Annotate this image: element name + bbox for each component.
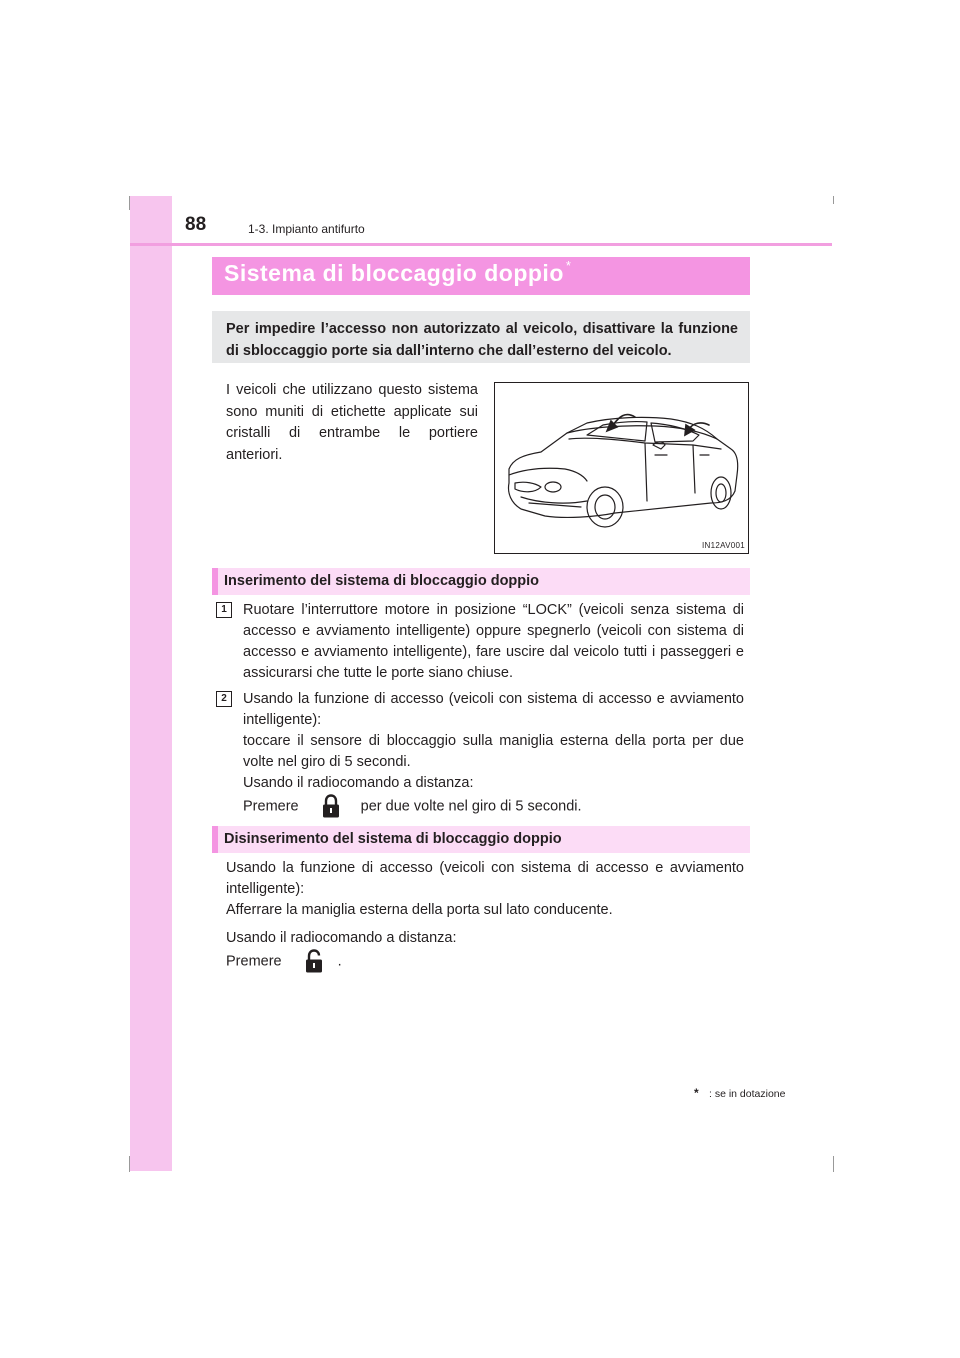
page-title-text: Sistema di bloccaggio doppio bbox=[224, 260, 564, 286]
optional-marker: * bbox=[565, 258, 572, 273]
crop-mark bbox=[833, 1156, 834, 1172]
footnote-text: : se in dotazione bbox=[709, 1088, 786, 1100]
press-suffix: . bbox=[337, 953, 342, 970]
step-2-line-2: toccare il sensore di bloccaggio sulla maniglia esterna della porta per due volte nel giro di 5 secondi. bbox=[243, 733, 744, 770]
deactivation-heading: Disinserimento del sistema di bloccaggio doppio bbox=[224, 831, 562, 847]
header-divider bbox=[130, 243, 832, 246]
press-label: Premere bbox=[243, 798, 299, 815]
unlock-icon bbox=[304, 949, 324, 974]
car-illustration bbox=[494, 382, 749, 554]
subheading-accent bbox=[212, 568, 218, 595]
press-suffix: per due volte nel giro di 5 secondi. bbox=[360, 798, 582, 815]
deactivation-line-3: Usando il radiocomando a distanza: bbox=[226, 930, 457, 946]
crop-mark bbox=[129, 196, 130, 210]
step-2-line-3: Usando il radiocomando a distanza: bbox=[243, 775, 474, 791]
figure-code: IN12AV001 bbox=[702, 541, 746, 550]
step-2-line-1: Usando la funzione di accesso (veicoli con sistema di accesso e avviamento intelligente): bbox=[243, 691, 744, 728]
page-number: 88 bbox=[185, 214, 207, 235]
deactivation-text bbox=[226, 858, 744, 974]
intro-text: Per impedire l’accesso non autorizzato al veicolo, disattivare la funzione di sbloccaggio porte sia dall’interno che dall’esterno del veicolo. bbox=[226, 321, 738, 359]
description-text: I veicoli che utilizzano questo sistema sono muniti di etichette applicate sui cristalli di entrambe le portiere anteriori. bbox=[226, 382, 478, 463]
activation-heading: Inserimento del sistema di bloccaggio doppio bbox=[224, 573, 540, 589]
step-1-text: Ruotare l’interruttore motore in posizione “LOCK” (veicoli senza sistema di accesso e avviamento intelligente) oppure spegnerlo (veicoli con sistema di accesso e avviamento intelligente), fare uscire dal veicolo tutti i passeggeri e assicurarsi che tutte le porte siano chiuse. bbox=[243, 602, 744, 681]
step-2-press-line bbox=[243, 794, 744, 819]
lock-icon bbox=[321, 794, 341, 819]
step-2-text bbox=[243, 689, 744, 819]
press-label: Premere bbox=[226, 953, 282, 970]
page-sidebar-strip bbox=[130, 196, 172, 1171]
footnote-marker: * bbox=[694, 1086, 699, 1100]
step-number-2: 2 bbox=[216, 691, 232, 707]
car-drawing bbox=[495, 383, 748, 553]
page-title bbox=[224, 260, 571, 287]
crop-mark bbox=[129, 1156, 130, 1172]
deactivation-line-2: Afferrare la maniglia esterna della porta sul lato conducente. bbox=[226, 902, 613, 918]
crop-mark bbox=[833, 196, 834, 204]
subheading-accent bbox=[212, 826, 218, 853]
section-breadcrumb: 1-3. Impianto antifurto bbox=[248, 222, 365, 236]
deactivation-press-line bbox=[226, 949, 744, 974]
step-number-1: 1 bbox=[216, 602, 232, 618]
deactivation-line-1: Usando la funzione di accesso (veicoli con sistema di accesso e avviamento intelligente): bbox=[226, 860, 744, 897]
